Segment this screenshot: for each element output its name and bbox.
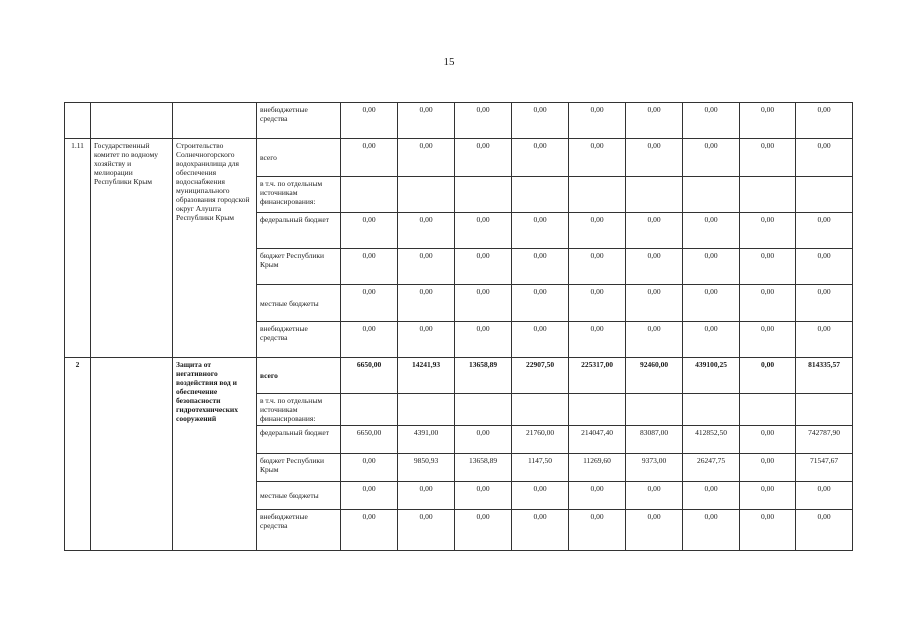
item-number-cell [65,103,91,139]
funding-source-label: местные бюджеты [257,285,341,322]
funding-source-label: внебюджетные средства [257,510,341,551]
amount-cell [796,177,853,213]
amount-cell: 0,00 [569,103,626,139]
amount-cell: 0,00 [796,103,853,139]
amount-cell: 0,00 [455,510,512,551]
amount-cell: 0,00 [569,249,626,285]
amount-cell: 439100,25 [683,358,740,394]
amount-cell: 1147,50 [512,454,569,482]
amount-cell: 0,00 [512,510,569,551]
amount-cell: 0,00 [455,103,512,139]
amount-cell: 0,00 [796,213,853,249]
amount-cell: 11269,60 [569,454,626,482]
amount-cell: 0,00 [398,482,455,510]
amount-cell: 0,00 [569,285,626,322]
amount-cell: 0,00 [398,249,455,285]
amount-cell: 0,00 [626,510,683,551]
amount-cell: 0,00 [341,139,398,177]
amount-cell: 0,00 [626,103,683,139]
measure-cell [173,103,257,139]
amount-cell: 0,00 [683,482,740,510]
amount-cell: 0,00 [512,322,569,358]
amount-cell: 0,00 [341,103,398,139]
executor-cell [91,103,173,139]
amount-cell: 0,00 [512,213,569,249]
amount-cell: 22907,50 [512,358,569,394]
executor-cell [91,358,173,551]
funding-source-label: в т.ч. по отдельным источникам финансирования: [257,177,341,213]
amount-cell: 13658,89 [455,454,512,482]
amount-cell: 0,00 [512,285,569,322]
amount-cell: 0,00 [569,322,626,358]
amount-cell: 0,00 [398,103,455,139]
amount-cell: 0,00 [512,482,569,510]
amount-cell: 6650,00 [341,358,398,394]
amount-cell [740,177,796,213]
amount-cell [626,394,683,426]
amount-cell: 0,00 [455,139,512,177]
amount-cell: 6650,00 [341,426,398,454]
amount-cell: 0,00 [455,322,512,358]
amount-cell: 225317,00 [569,358,626,394]
amount-cell: 0,00 [455,213,512,249]
funding-source-label: федеральный бюджет [257,426,341,454]
amount-cell: 0,00 [683,213,740,249]
table-row [65,139,853,177]
amount-cell: 0,00 [796,249,853,285]
amount-cell [569,394,626,426]
funding-table [64,102,853,551]
funding-source-label: в т.ч. по отдельным источникам финансирования: [257,394,341,426]
amount-cell [398,394,455,426]
amount-cell [569,177,626,213]
amount-cell: 412852,50 [683,426,740,454]
amount-cell [341,177,398,213]
amount-cell: 0,00 [683,285,740,322]
amount-cell: 4391,00 [398,426,455,454]
amount-cell: 0,00 [455,482,512,510]
amount-cell [455,177,512,213]
amount-cell: 21760,00 [512,426,569,454]
amount-cell: 0,00 [740,510,796,551]
table-row [65,358,853,394]
amount-cell: 0,00 [740,249,796,285]
amount-cell: 0,00 [626,139,683,177]
amount-cell: 92460,00 [626,358,683,394]
amount-cell: 0,00 [683,510,740,551]
amount-cell: 0,00 [796,510,853,551]
item-number-cell: 1.11 [65,139,91,358]
amount-cell: 0,00 [398,139,455,177]
measure-cell: Защита от негативного воздействия вод и обеспечение безопасности гидротехнических сооружений [173,358,257,551]
amount-cell [796,394,853,426]
amount-cell: 0,00 [796,482,853,510]
amount-cell: 0,00 [626,285,683,322]
funding-source-label: внебюджетные средства [257,322,341,358]
table-row [65,103,853,139]
amount-cell [341,394,398,426]
amount-cell: 0,00 [740,426,796,454]
amount-cell: 0,00 [455,249,512,285]
funding-source-label: бюджет Республики Крым [257,249,341,285]
amount-cell: 0,00 [626,482,683,510]
funding-source-label: местные бюджеты [257,482,341,510]
amount-cell: 0,00 [683,249,740,285]
amount-cell: 0,00 [740,322,796,358]
amount-cell: 0,00 [626,322,683,358]
amount-cell: 0,00 [569,482,626,510]
amount-cell: 13658,89 [455,358,512,394]
amount-cell: 0,00 [398,510,455,551]
amount-cell: 0,00 [398,322,455,358]
executor-cell: Государственный комитет по водному хозяйству и мелиорации Республики Крым [91,139,173,358]
amount-cell: 0,00 [626,213,683,249]
amount-cell [512,177,569,213]
amount-cell [683,394,740,426]
amount-cell: 0,00 [341,249,398,285]
amount-cell: 0,00 [455,426,512,454]
amount-cell: 0,00 [796,285,853,322]
amount-cell: 71547,67 [796,454,853,482]
amount-cell: 0,00 [341,510,398,551]
amount-cell: 0,00 [341,322,398,358]
amount-cell: 0,00 [341,482,398,510]
amount-cell: 0,00 [740,482,796,510]
amount-cell: 9850,93 [398,454,455,482]
amount-cell: 14241,93 [398,358,455,394]
amount-cell: 0,00 [455,285,512,322]
amount-cell [455,394,512,426]
amount-cell: 0,00 [683,103,740,139]
amount-cell: 83087,00 [626,426,683,454]
amount-cell: 0,00 [398,213,455,249]
amount-cell: 0,00 [569,139,626,177]
amount-cell: 0,00 [740,358,796,394]
amount-cell: 0,00 [398,285,455,322]
amount-cell: 0,00 [740,454,796,482]
funding-source-label: всего [257,139,341,177]
amount-cell: 0,00 [626,249,683,285]
amount-cell: 814335,57 [796,358,853,394]
amount-cell: 0,00 [740,103,796,139]
amount-cell: 0,00 [512,249,569,285]
amount-cell [512,394,569,426]
amount-cell: 0,00 [740,285,796,322]
amount-cell: 0,00 [341,213,398,249]
amount-cell: 0,00 [569,510,626,551]
funding-source-label: всего [257,358,341,394]
amount-cell: 0,00 [796,139,853,177]
amount-cell: 0,00 [341,285,398,322]
amount-cell: 9373,00 [626,454,683,482]
amount-cell: 0,00 [683,322,740,358]
amount-cell [626,177,683,213]
measure-cell: Строительство Солнечногорского водохранилища для обеспечения водоснабжения муниципального образования городской округ Алушта Республики Крым [173,139,257,358]
amount-cell [740,394,796,426]
amount-cell: 26247,75 [683,454,740,482]
amount-cell: 0,00 [796,322,853,358]
amount-cell: 742787,90 [796,426,853,454]
amount-cell: 214047,40 [569,426,626,454]
funding-source-label: внебюджетные средства [257,103,341,139]
amount-cell: 0,00 [569,213,626,249]
amount-cell [398,177,455,213]
amount-cell: 0,00 [341,454,398,482]
funding-source-label: федеральный бюджет [257,213,341,249]
amount-cell: 0,00 [740,139,796,177]
item-number-cell: 2 [65,358,91,551]
amount-cell: 0,00 [512,103,569,139]
amount-cell: 0,00 [512,139,569,177]
page-number: 15 [443,56,455,68]
funding-source-label: бюджет Республики Крым [257,454,341,482]
amount-cell [683,177,740,213]
amount-cell: 0,00 [683,139,740,177]
amount-cell: 0,00 [740,213,796,249]
